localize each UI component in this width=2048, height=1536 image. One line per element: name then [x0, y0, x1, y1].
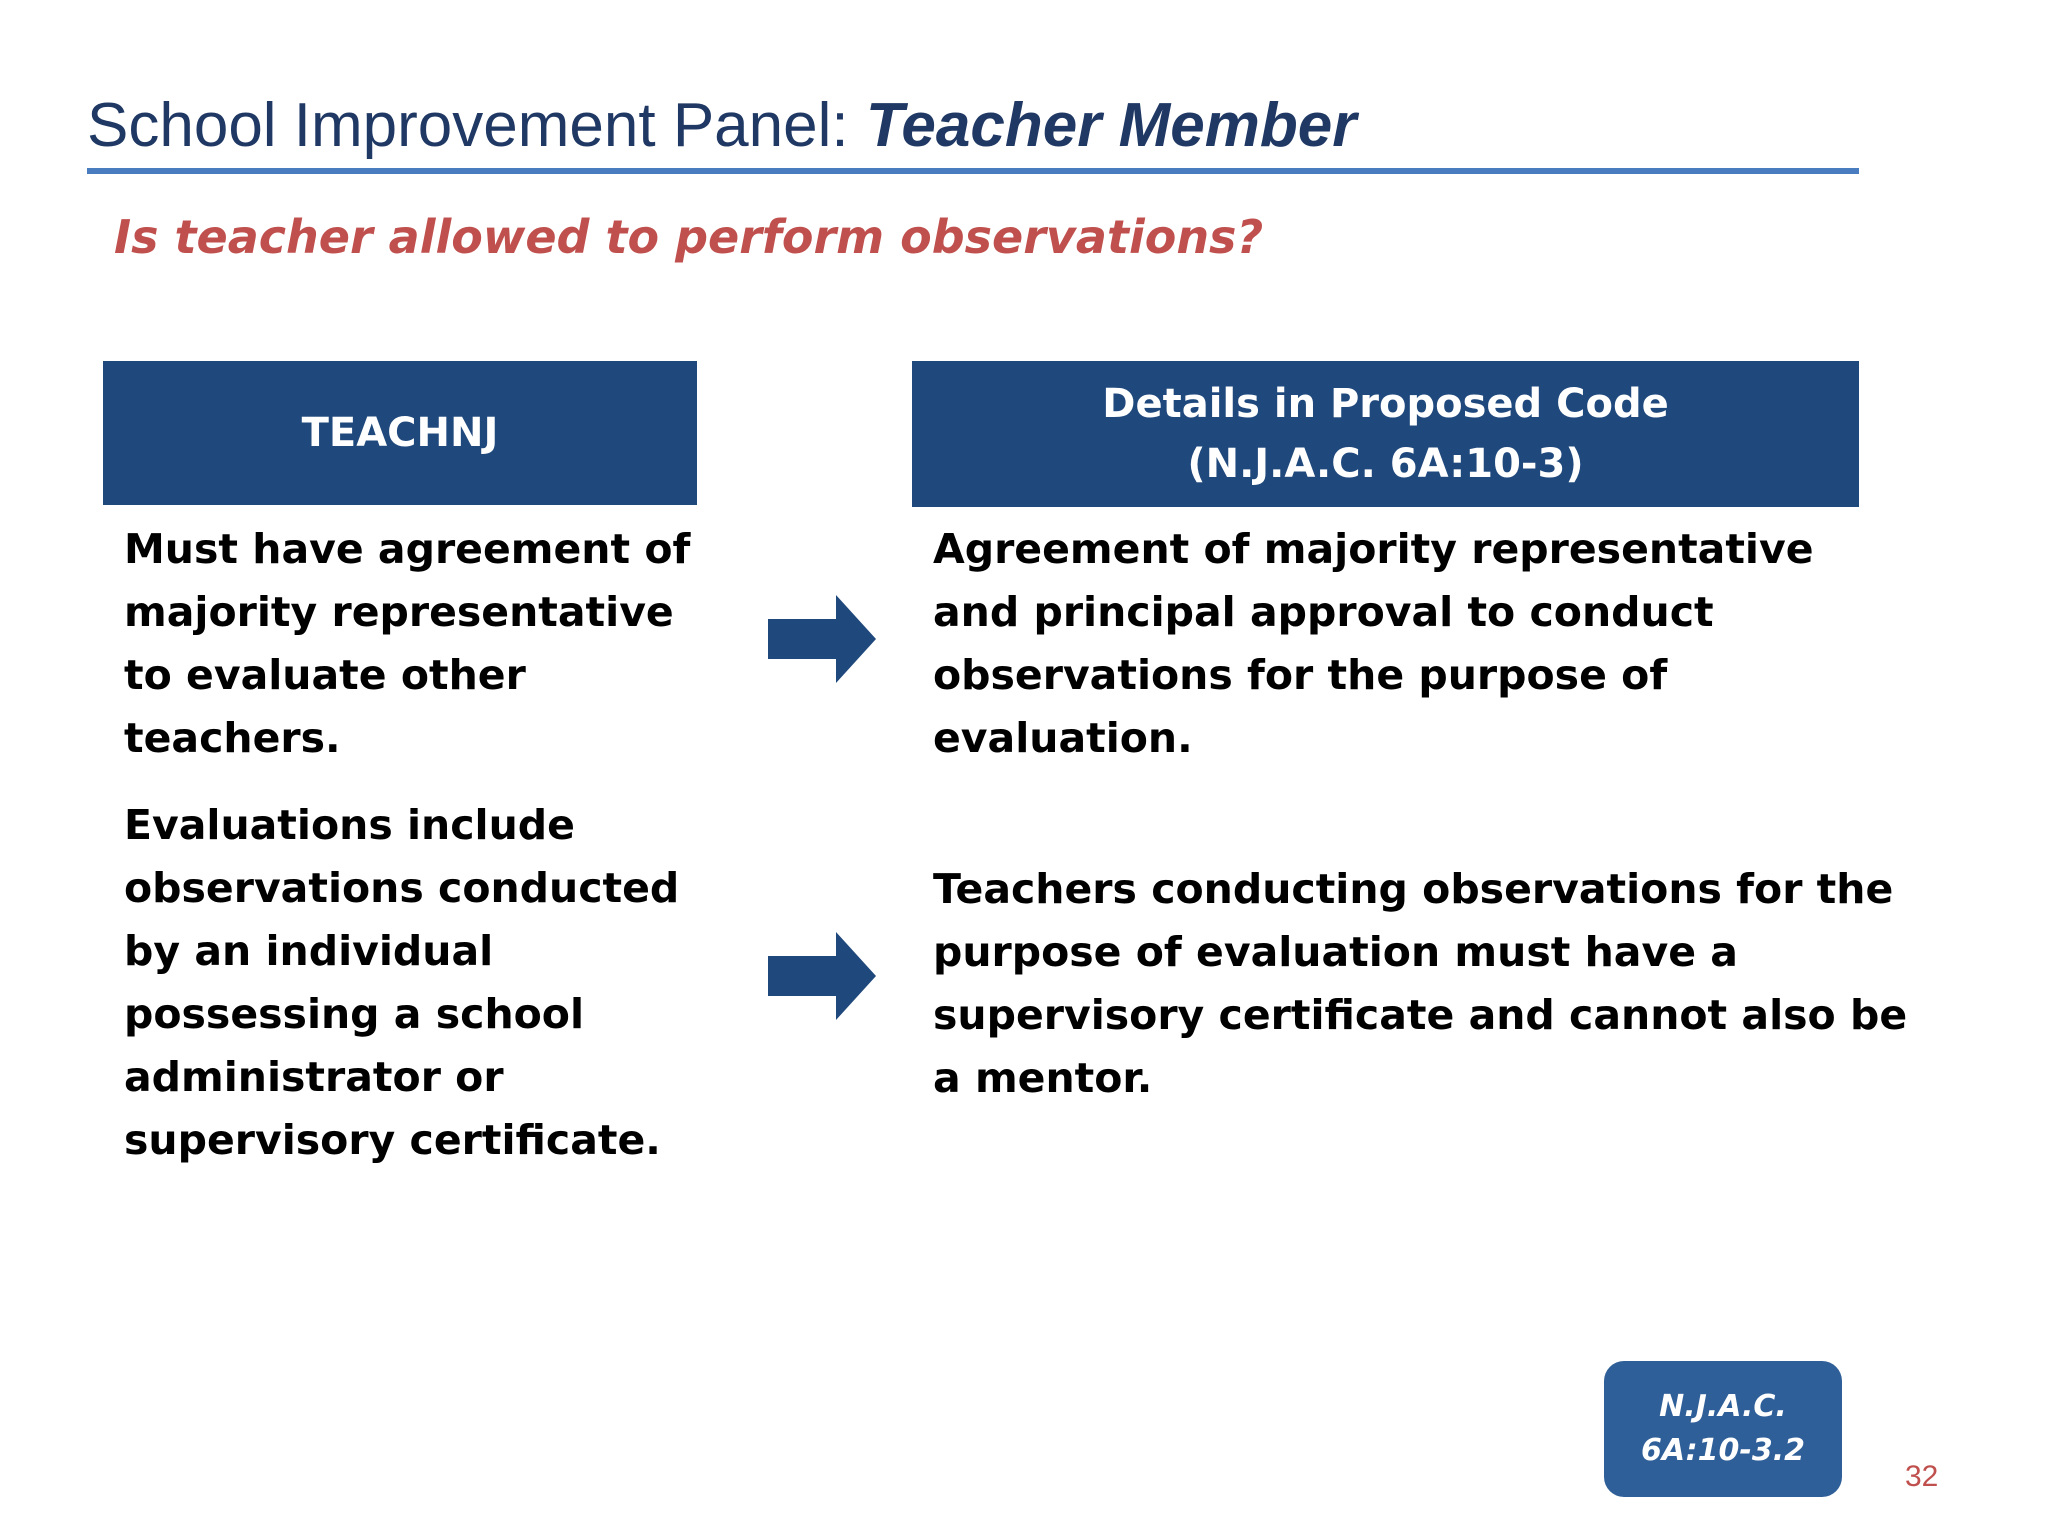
- text-line: to evaluate other: [124, 651, 526, 699]
- text-line: Evaluations include: [124, 801, 575, 849]
- regulation-reference-badge: [1604, 1361, 1842, 1497]
- question-heading: Is teacher allowed to perform observations?: [114, 210, 1264, 264]
- text-line: Agreement of majority representative: [933, 525, 1814, 573]
- page-number: 32: [1905, 1460, 1939, 1493]
- text-line: Must have agreement of: [124, 525, 691, 573]
- text-line: evaluation.: [933, 714, 1193, 762]
- text-line: observations conducted: [124, 864, 680, 912]
- proposed-code-header-line1: Details in Proposed Code: [1102, 381, 1669, 427]
- text-line: possessing a school: [124, 990, 585, 1038]
- text-line: supervisory certificate.: [124, 1116, 661, 1164]
- arrow-right-icon: [768, 932, 876, 1020]
- text-line: by an individual: [124, 927, 494, 975]
- arrow-right-icon: [768, 595, 876, 683]
- reference-line1: N.J.A.C.: [1659, 1389, 1787, 1424]
- title-divider: [87, 168, 1859, 174]
- text-line: majority representative: [124, 588, 674, 636]
- slide-title-regular: School Improvement Panel:: [87, 91, 866, 160]
- slide-title: [87, 90, 1887, 162]
- text-line: supervisory certificate and cannot also be: [933, 991, 1908, 1039]
- text-line: a mentor.: [933, 1054, 1153, 1102]
- text-line: Teachers conducting observations for the: [933, 865, 1894, 913]
- proposed-code-item-1: [933, 518, 1853, 770]
- proposed-code-header-line2: (N.J.A.C. 6A:10-3): [1187, 441, 1584, 487]
- teachnj-item-1: [124, 518, 724, 770]
- teachnj-column-header: [103, 361, 697, 505]
- reference-line2: 6A:10-3.2: [1641, 1433, 1805, 1468]
- teachnj-header-label: TEACHNJ: [301, 410, 499, 456]
- text-line: observations for the purpose of: [933, 651, 1668, 699]
- text-line: administrator or: [124, 1053, 504, 1101]
- text-line: and principal approval to conduct: [933, 588, 1714, 636]
- teachnj-item-2: [124, 794, 724, 1172]
- proposed-code-item-2: [933, 858, 1908, 1110]
- text-line: purpose of evaluation must have a: [933, 928, 1738, 976]
- proposed-code-column-header: [912, 361, 1859, 507]
- text-line: teachers.: [124, 714, 341, 762]
- slide-title-emphasis: Teacher Member: [865, 91, 1357, 160]
